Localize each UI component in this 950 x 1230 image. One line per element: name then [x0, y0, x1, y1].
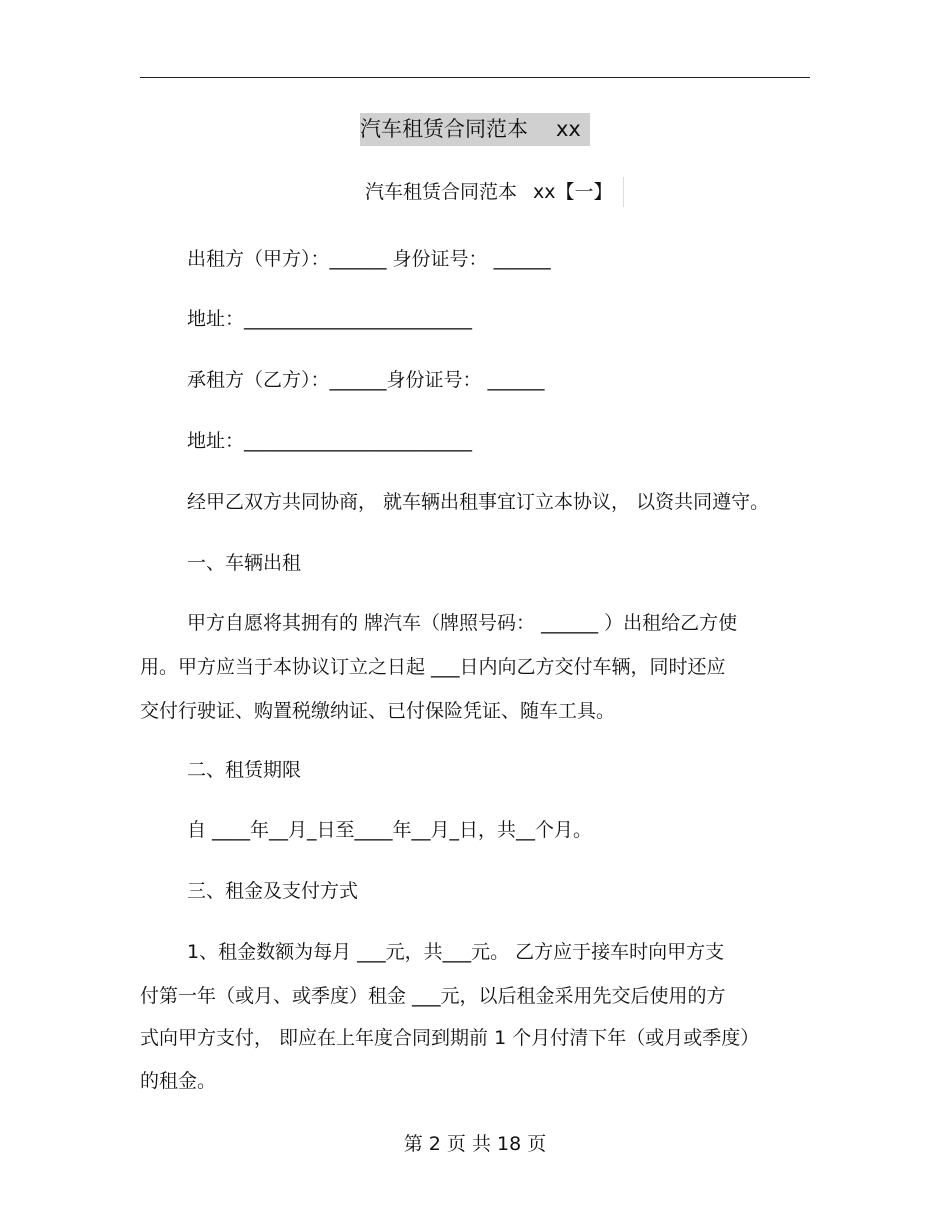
document-subtitle-text: 汽车租赁合同范本 [365, 181, 518, 203]
lessee-line: 承租方（乙方）：______身份证号： ______ [187, 369, 545, 391]
section-1-line-1: 甲方自愿将其拥有的 牌汽车（牌照号码： ______ ）出租给乙方使 [187, 612, 738, 634]
document-title-text: 汽车租赁合同范本 [360, 117, 528, 141]
document-subtitle [365, 177, 624, 207]
section-3-line-3: 式向甲方支付， 即应在上年度合同到期前 1 个月付清下年（或月或季度） [140, 1027, 760, 1049]
section-1-line-3: 交付行驶证、购置税缴纳证、已付保险凭证、随车工具。 [140, 700, 616, 722]
section-2-line-1: 自 ____年__月_日至____年__月_日，共__个月。 [187, 819, 593, 841]
document-title-suffix: xx [556, 117, 581, 141]
section-1-line-2: 用。甲方应当于本协议订立之日起 ___日内向乙方交付车辆，同时还应 [140, 656, 726, 678]
section-1-heading: 一、车辆出租 [187, 552, 302, 574]
section-3-line-2: 付第一年（或月、或季度）租金 ___元，以后租金采用先交后使用的方 [140, 985, 726, 1007]
lessor-address-line: 地址：________________________ [187, 308, 473, 330]
page-number-footer: 第 2 页 共 18 页 [403, 1133, 547, 1155]
section-2-heading: 二、租赁期限 [187, 759, 302, 781]
section-3-line-1: 1、租金数额为每月 ___元，共___元。 乙方应于接车时向甲方支 [187, 941, 725, 963]
section-3-heading: 三、租金及支付方式 [187, 880, 359, 902]
section-3-line-4: 的租金。 [140, 1070, 217, 1092]
header-rule [140, 77, 810, 78]
lessee-address-line: 地址：________________________ [187, 430, 473, 452]
intro-paragraph: 经甲乙双方共同协商， 就车辆出租事宜订立本协议， 以资共同遵守。 [187, 491, 770, 513]
document-subtitle-suffix: xx【一】 [533, 181, 613, 203]
lessor-line: 出租方（甲方）：______ 身份证号： ______ [187, 248, 551, 270]
document-title [360, 113, 590, 146]
